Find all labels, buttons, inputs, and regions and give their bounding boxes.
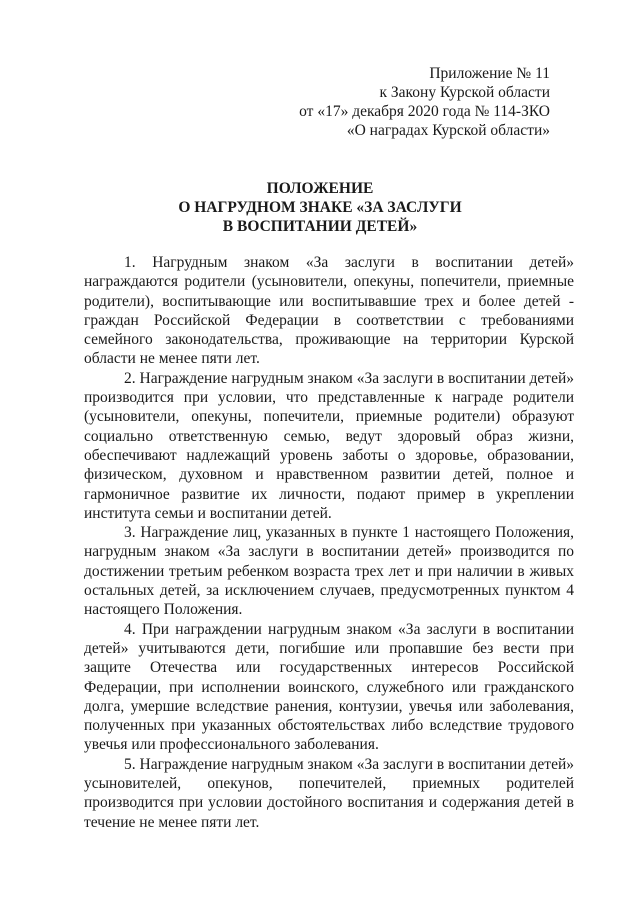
- document-body: [84, 253, 574, 832]
- paragraph-4: 4. При награждении нагрудным знаком «За заслуги в воспитании детей» учитываются дети, погибшие или пропавшие без вести при защите Отечества или государственных интересов Российской Федерации, при исполнении воинского, служебного или гражданского долга, умершие вследствие ранения, контузии, увечья или заболевания, полученных при указанных обстоятельствах либо вследствие трудового увечья или профессионального заболевания.: [84, 620, 574, 754]
- paragraph-1: 1. Нагрудным знаком «За заслуги в воспитании детей» награждаются родители (усыновители, опекуны, попечители, приемные родители), воспитывающие или воспитывавшие трех и более детей - граждан Российской Федерации в соответствии с требованиями семейного законодательства, проживающие на территории Курской области не менее пяти лет.: [84, 254, 574, 368]
- appendix-law-title: «О наградах Курской области»: [346, 122, 550, 139]
- paragraph-5: 5. Награждение нагрудным знаком «За заслуги в воспитании детей» усыновителей, опекунов, попечителей, приемных родителей производится при условии достойного воспитания и содержания детей в течение не менее пяти лет.: [84, 755, 574, 831]
- title-line-1: ПОЛОЖЕНИЕ: [266, 180, 374, 197]
- paragraph-2: 2. Награждение нагрудным знаком «За заслуги в воспитании детей» производится при условии, что представленные к награде родители (усыновители, опекуны, попечители, приемные родители) образуют социально ответственную семью, ведут здоровый образ жизни, обеспечивают надлежащий уровень заботы о здоровье, образовании, физическом, духовном и нравственном развитии детей, полное и гармоничное развитие их личности, подают пример в укреплении института семьи и воспитании детей.: [84, 369, 574, 522]
- appendix-date: от «17» декабря 2020 года № 114-ЗКО: [299, 103, 550, 120]
- title-line-2: О НАГРУДНОМ ЗНАКЕ «ЗА ЗАСЛУГИ: [178, 199, 462, 216]
- paragraph-3: 3. Награждение лиц, указанных в пункте 1 настоящего Положения, нагрудным знаком «За заслуги в воспитании детей» производится по достижении третьим ребенком возраста трех лет и при наличии в живых остальных детей, за исключением случаев, предусмотренных пунктом 4 настоящего Положения.: [84, 524, 574, 619]
- appendix-reference: [299, 64, 550, 140]
- appendix-law: к Закону Курской области: [379, 84, 550, 101]
- appendix-number: Приложение № 11: [429, 65, 550, 82]
- title-line-3: В ВОСПИТАНИИ ДЕТЕЙ»: [222, 218, 418, 235]
- document-title: [0, 179, 640, 236]
